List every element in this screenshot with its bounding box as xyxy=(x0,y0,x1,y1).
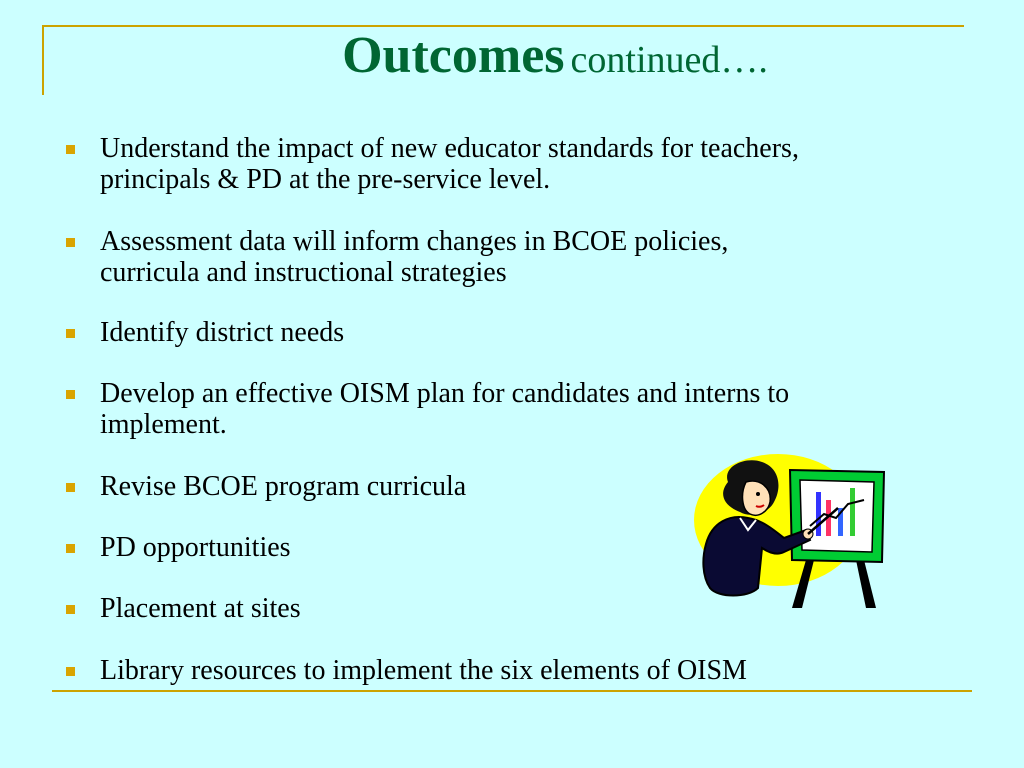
bullet-item xyxy=(66,655,966,686)
bottom-rule xyxy=(52,690,972,692)
bullet-text: PD opportunities xyxy=(100,532,291,563)
bullet-text: Placement at sites xyxy=(100,593,301,624)
bullet-item xyxy=(66,226,966,288)
bullet-marker-icon xyxy=(66,390,75,399)
bullet-marker-icon xyxy=(66,329,75,338)
bullet-marker-icon xyxy=(66,605,75,614)
bullet-text: Revise BCOE program curricula xyxy=(100,471,467,502)
bullet-item xyxy=(66,317,966,348)
slide-title-suffix: continued…. xyxy=(570,39,768,81)
bullet-text: Library resources to implement the six elements of OISM xyxy=(100,655,747,686)
bullet-text: Identify district needs xyxy=(100,317,345,348)
bullet-marker-icon xyxy=(66,145,75,154)
slide-title xyxy=(0,27,1024,84)
presenter-with-chart-icon xyxy=(688,448,898,618)
bullet-text: Develop an effective OISM plan for candidates and interns to implement. xyxy=(100,378,790,440)
slide-title-main: Outcomes xyxy=(342,27,565,84)
bullet-marker-icon xyxy=(66,544,75,553)
bullet-text: Assessment data will inform changes in BCOE policies, curricula and instructional strategies xyxy=(100,226,729,288)
bullet-item xyxy=(66,378,966,440)
bullet-text: Understand the impact of new educator standards for teachers, principals & PD at the pre-service level. xyxy=(100,133,799,195)
bullet-marker-icon xyxy=(66,483,75,492)
bullet-item xyxy=(66,133,966,195)
bullet-marker-icon xyxy=(66,238,75,247)
bullet-marker-icon xyxy=(66,667,75,676)
